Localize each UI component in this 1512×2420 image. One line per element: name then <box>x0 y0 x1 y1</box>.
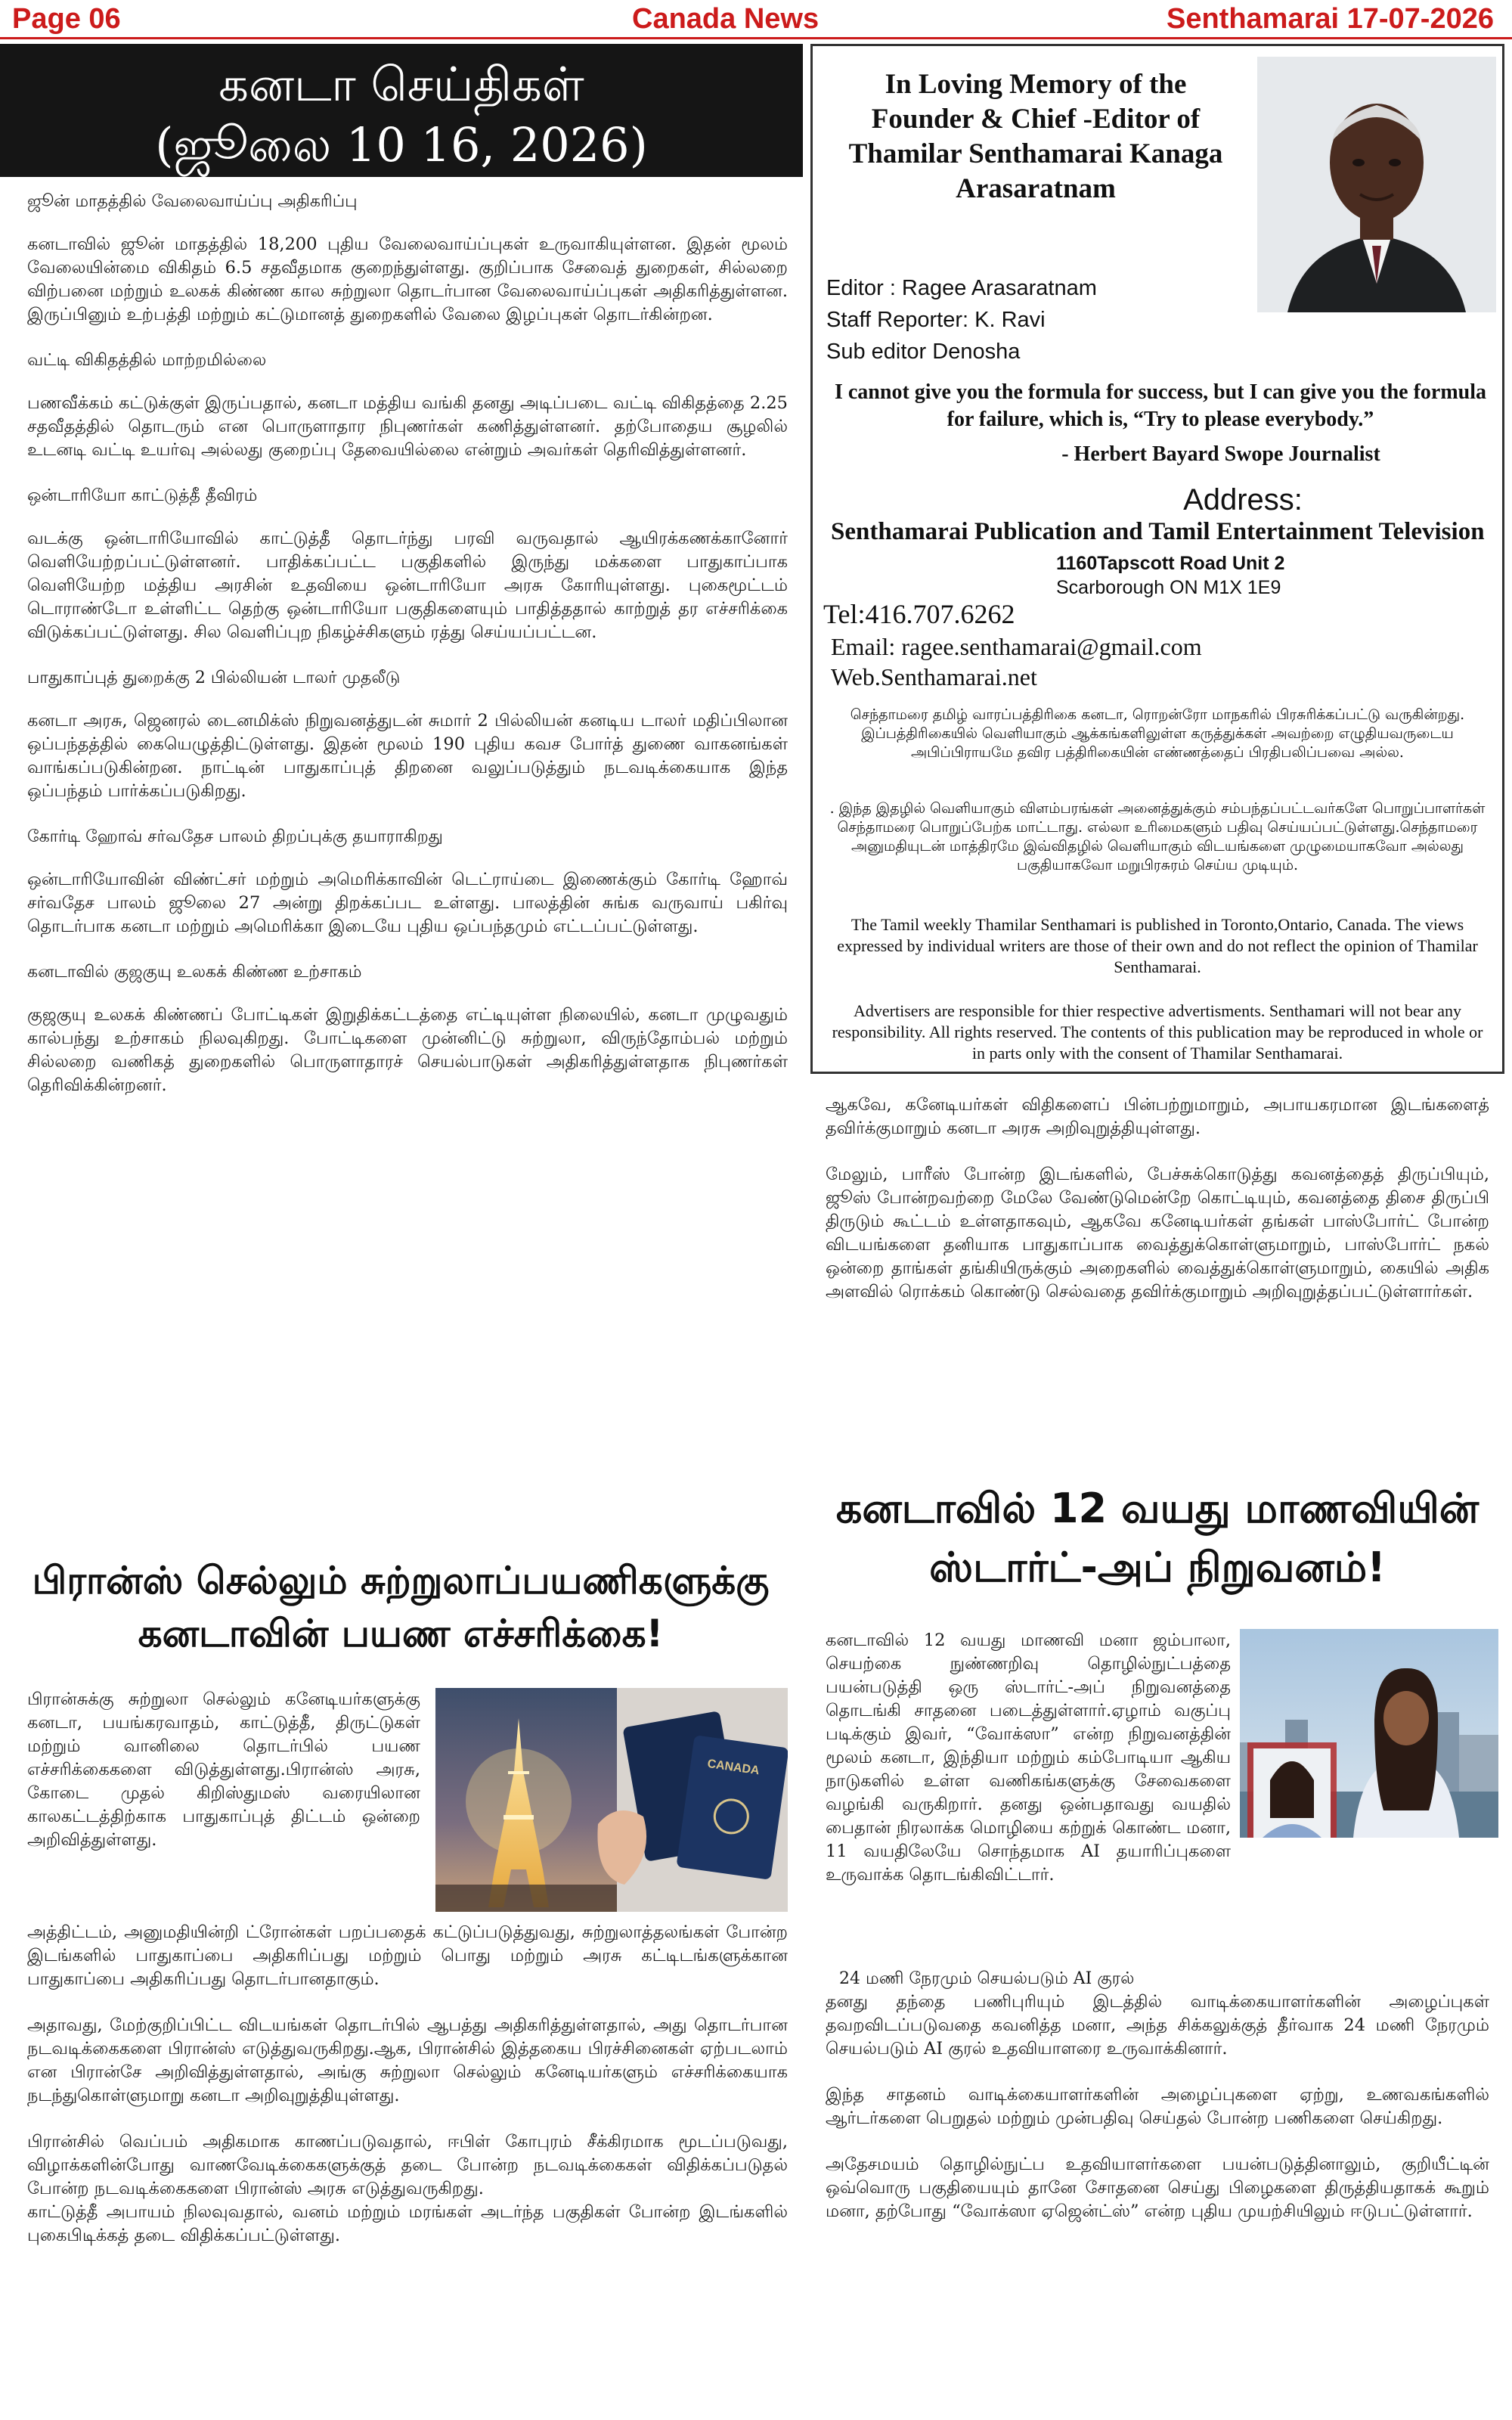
page-title: கனடா செய்திகள் <box>218 57 584 112</box>
street-address: 1160Tapscott Road Unit 2 <box>1056 553 1285 574</box>
france-article-continued <box>826 1094 1489 1304</box>
telephone: Tel:416.707.6262 <box>823 599 1015 629</box>
brief-body: குஜகுயு உலகக் கிண்ணப் போட்டிகள் இறுதிக்கட்டத்தை எட்டியுள்ள நிலையில், கனடா முழுவதும் கால்பந்து உற்சாகம் நிலவுகிறது. போட்டிகளை முன்னிட்டு சுற்றுலா, விருந்தோம்பல் மற்றும் சில்லறை வணிகத் துறைகளில் பொருளாதாரச் செயல்பாடுகள் அதிகரித்துள்ளதாக நிபுணர்கள் தெரிவிக்கின்றனர். <box>27 1005 788 1095</box>
france-para-7: மேலும், பாரீஸ் போன்ற இடங்களில், பேச்சுக்கொடுத்து கவனத்தைத் திருப்பியும், ஜூஸ் போன்றவற்றை மேலே வேண்டுமென்றே கொட்டியும், கவனத்தை திசை திருப்பி திருடும் கூட்டம் உள்ளதாகவும், ஆகவே கனேடியர்கள் தங்கள் பாஸ்போர்ட் போன்ற விடயங்களை தனியாக பாதுகாப்பாக வைத்துக்கொள்ளுமாறும், பாஸ்போர்ட் நகல் ஒன்றை தாங்கள் தங்கியிருக்கும் அறைகளில் வைத்துக்கொள்ளுமாறும், கையில் அதிக அளவில் ரொக்கம் கொண்டு செல்வதை தவிர்க்குமாறும் அறிவுறுத்தப்பட்டுள்ளார்கள். <box>826 1165 1489 1302</box>
masthead-box <box>810 44 1504 1074</box>
student-article-title <box>810 1479 1504 1597</box>
brief-heading: கோர்டி ஹோவ் சர்வதேச பாலம் திறப்புக்கு தயாராகிறது <box>27 827 443 846</box>
brief-body: பணவீக்கம் கட்டுக்குள் இருப்பதால், கனடா மத்திய வங்கி தனது அடிப்படை வட்டி விகிதத்தை 2.25 சதவீதத்தில் தொடரும் என பொருளாதார நிபுணர்கள் கணித்துள்ளனர். தற்போதைய சூழலில் உடனடி வட்டி உயர்வு அல்லது குறைப்பு தேவையில்லை என்றும் அவர்கள் தெரிவித்துள்ளனர். <box>27 393 788 460</box>
france-para-1: பிரான்சுக்கு சுற்றுலா செல்லும் கனேடியர்களுக்கு கனடா, பயங்கரவாதம், காட்டுத்தீ, திருட்டுகள் மற்றும் வானிலை தொடர்பில் பயண எச்சரிக்கைகளை விடுத்துள்ளது.பிரான்ஸ் அரசு, கோடை முதல் கிறிஸ்துமஸ் வரையிலான காலகட்டத்திற்காக பாதுகாப்புத் திட்டம் ஒன்றை அறிவித்துள்ளது. <box>27 1689 420 1850</box>
brief-heading: வட்டி விகிதத்தில் மாற்றமில்லை <box>27 351 267 370</box>
page-header <box>0 0 1512 39</box>
founder-photo <box>1257 57 1496 312</box>
tamil-disclaimer-2: . இந்த இதழில் வெளியாகும் விளம்பரங்கள் அனைத்துக்கும் சம்பந்தப்பட்டவர்களே பொறுப்பாளர்கள் செந்தாமரை பொறுப்பேற்க மாட்டாது. எல்லா உரிமைகளும் பதிவு செய்யப்பட்டுள்ளது.செந்தாமரை அனுமதியுடன் மாத்திரமே இவ்விதழில் வெளியாகும் விடயங்களை முழுமையாகவோ அல்லது பகுதியாகவோ மறுபிரசுரம் செய்ய முடியும். <box>829 800 1486 873</box>
student-title-line-1: கனடாவில் 12 வயது மாணவியின் <box>835 1485 1479 1532</box>
brief-body: கனடாவில் ஜூன் மாதத்தில் 18,200 புதிய வேலைவாய்ப்புகள் உருவாகியுள்ளன. இதன் மூலம் வேலையின்மை விகிதம் 6.5 சதவீதமாக குறைந்துள்ளது. குறிப்பாக சேவைத் துறைகள், சில்லறை விற்பனை மற்றும் உலகக் கிண்ண கால சுற்றுலா தொடர்பான வேலைவாய்ப்புகள் அதிகரித்துள்ளன. இருப்பினும் உற்பத்தி மற்றும் கட்டுமானத் துறைகளில் வேலை இழப்புகள் தொடர்கின்றன. <box>27 234 788 324</box>
eiffel-passport-image <box>435 1688 788 1912</box>
page-number: Page 06 <box>12 3 121 35</box>
passport-label: CANADA <box>706 1757 761 1778</box>
france-para-3: அதாவது, மேற்குறிப்பிட்ட விடயங்கள் தொடர்பில் ஆபத்து அதிகரித்துள்ளதால், அது தொடர்பான நடவடிக்கைகளை பிரான்ஸ் எடுத்துவருகிறது.ஆக, பிரான்சில் இத்தகைய பிரச்சினைகள் ஏற்படலாம் என பிரான்சே அறிவித்துள்ளதால், அங்கு சுற்றுலா செல்லும் கனேடியர்களும் எச்சரிக்கையாக நடந்துகொள்ளுமாறு கனடா அறிவுறுத்தியுள்ளது. <box>27 2015 788 2105</box>
france-title-line-1: பிரான்ஸ் செல்லும் சுற்றுலாப்பயணிகளுக்கு <box>32 1559 770 1602</box>
section-name: Canada News <box>632 3 820 35</box>
quote-author: - Herbert Bayard Swope Journalist <box>1061 442 1380 466</box>
student-article-body <box>826 1968 1489 2223</box>
student-para-1: கனடாவில் 12 வயது மாணவி மனா ஜம்பாலா, செயற்கை நுண்ணறிவு தொழில்நுட்பத்தை பயன்படுத்தி ஒரு ஸ்டார்ட்-அப் நிறுவனத்தை தொடங்கி சாதனை படைத்துள்ளார்.ஏழாம் வகுப்பு படிக்கும் இவர், “வோக்ஸா” என்ற நிறுவனத்தின் மூலம் கனடா, இந்தியா மற்றும் கம்போடியா ஆகிய நாடுகளில் உள்ள வணிகங்களுக்கு சேவைகளை வழங்கி வருகிறார். தனது ஒன்பதாவது வயதில் பைதான் நிரலாக்க மொழியை கற்றுக் கொண்ட மனா, 11 வயதிலேயே சொந்தமாக AI தயாரிப்புகளை உருவாக்க தொடங்கிவிட்டார். <box>826 1630 1231 1885</box>
student-portrait-image <box>1240 1629 1498 1838</box>
france-photo <box>435 1688 788 1912</box>
student-para-2: தனது தந்தை பணிபுரியும் இடத்தில் வாடிக்கையாளர்களின் அழைப்புகள் தவறவிடப்படுவதை கவனித்த மனா, அந்த சிக்கலுக்குத் தீர்வாக 24 மணி நேரமும் செயல்படும் AI குரல் உதவியாளரை உருவாக்கினார். <box>826 1992 1489 2059</box>
france-para-6: ஆகவே, கனேடியர்கள் விதிகளைப் பின்பற்றுமாறும், அபாயகரமான இடங்களைத் தவிர்க்குமாறும் கனடா அரசு அறிவுறுத்தியுள்ளது. <box>826 1095 1489 1138</box>
address-title: Address: <box>1183 483 1303 517</box>
france-para-4: பிரான்சில் வெப்பம் அதிகமாக காணப்படுவதால், ஈபிள் கோபுரம் சீக்கிரமாக மூடப்படுவது, விழாக்களின்போது வாணவேடிக்கைகளுக்குத் தடை போன்ற நடவடிக்கைகள் விதிக்கப்படுதல் போன்ற நடவடிக்கைகளை பிரான்ஸ் அரசு எடுத்துவருகிறது. <box>27 2132 788 2198</box>
france-title-line-2: கனடாவின் பயண எச்சரிக்கை! <box>138 1612 664 1655</box>
issue-date: Senthamarai 17-07-2026 <box>1166 3 1494 35</box>
english-disclaimer-1: The Tamil weekly Thamilar Senthamari is published in Toronto,Ontario, Canada. The views expressed by individual writers are those of their own and do not reflect the opinion of Thamilar Senthamarai. <box>837 915 1478 976</box>
student-title-line-2: ஸ்டார்ட்-அப் நிறுவனம்! <box>929 1544 1386 1591</box>
brief-heading: கனடாவில் குஜகுயு உலகக் கிண்ண உற்சாகம் <box>27 963 362 982</box>
quote-text: I cannot give you the formula for success, but I can give you the formula for failure, which is, “Try to please everybody.” <box>834 380 1486 431</box>
founder-portrait-image <box>1257 57 1496 312</box>
brief-body: ஒன்டாரியோவின் விண்ட்சர் மற்றும் அமெரிக்காவின் டெட்ராய்டை இணைக்கும் கோர்டி ஹோவ் சர்வதேச பாலம் ஜூலை 27 அன்று திறக்கப்பட உள்ளது. பாலத்தின் சுங்க வருவாய் பகிர்வு தொடர்பாக கனடா மற்றும் அமெரிக்கா இடையே புதிய ஒப்பந்தமும் எட்டப்பட்டுள்ளது. <box>27 870 788 936</box>
brief-body: கனடா அரசு, ஜெனரல் டைனமிக்ஸ் நிறுவனத்துடன் சுமார் 2 பில்லியன் கனடிய டாலர் மதிப்பிலான ஒப்பந்தத்தில் கையெழுத்திட்டுள்ளது. இதன் மூலம் 190 புதிய கவச போர்த் துணை வாகனங்கள் வாங்கப்படுகின்றன. நாட்டின் பாதுகாப்புத் திறனை வலுப்படுத்தும் நடவடிக்கையாக இந்த ஒப்பந்தம் பார்க்கப்படுகிறது. <box>27 711 788 801</box>
student-para-3: இந்த சாதனம் வாடிக்கையாளர்களின் அழைப்புகளை ஏற்று, உணவகங்களில் ஆர்டர்களை பெறுதல் மற்றும் முன்பதிவு செய்தல் போன்ற பணிகளை செய்கிறது. <box>826 2085 1489 2128</box>
brief-body: வடக்கு ஒன்டாரியோவில் காட்டுத்தீ தொடர்ந்து பரவி வருவதால் ஆயிரக்கணக்கானோர் வெளியேற்றப்பட்டுள்ளனர். பாதிக்கப்பட்ட பகுதிகளில் இருந்து மக்களை பாதுகாப்பாக வெளியேற்ற மத்திய அரசின் உதவியை ஒன்டாரியோ அரசு கோரியுள்ளது. புகைமூட்டம் டொராண்டோ உள்ளிட்ட தெற்கு ஒன்டாரியோ பகுதிகளையும் பாதித்ததால் காற்றுத் தர எச்சரிக்கை விடுக்கப்பட்டுள்ளது. சில வெளிப்புற நிகழ்ச்சிகளும் ரத்து செய்யப்பட்டன. <box>27 529 788 642</box>
tamil-disclaimer-1: செந்தாமரை தமிழ் வாரப்பத்திரிகை கனடா, ரொறன்ரோ மாநகரில் பிரசுரிக்கப்பட்டு வருகின்றது. இப்பத்திரிகையில் வெளியாகும் ஆக்கங்களிலுள்ள கருத்துக்கள் அவற்றை எழுதியவருடைய அபிப்பிராயமே தவிர பத்திரிகையின் எண்ணத்தைப் பிரதிபலிப்பவை அல்ல. <box>850 706 1465 761</box>
staff-reporter-line: Staff Reporter: K. Ravi <box>826 308 1046 332</box>
news-briefs-column <box>27 191 788 1097</box>
france-article-intro <box>27 1688 420 1852</box>
france-para-2: அத்திட்டம், அனுமதியின்றி ட்ரோன்கள் பறப்பதைக் கட்டுப்படுத்துவது, சுற்றுலாத்தலங்கள் போன்ற இடங்களில் பாதுகாப்பை அதிகரிப்பது மற்றும் பொது மற்றும் அரசு கட்டிடங்களுக்கான பாதுகாப்பை அதிகரிப்பது தொடர்பானதாகும். <box>27 1922 788 1989</box>
email-address: Email: ragee.senthamarai@gmail.com <box>831 633 1202 660</box>
publisher-name: Senthamarai Publication and Tamil Entertainment Television <box>831 518 1485 545</box>
france-article-title <box>15 1554 786 1660</box>
city-address: Scarborough ON M1X 1E9 <box>1056 577 1281 598</box>
page-title-block <box>0 44 803 177</box>
website: Web.Senthamarai.net <box>831 663 1037 690</box>
student-article-intro <box>826 1629 1231 1887</box>
brief-heading: ஜூன் மாதத்தில் வேலைவாய்ப்பு அதிகரிப்பு <box>27 192 358 211</box>
student-subheading: 24 மணி நேரமும் செயல்படும் AI குரல் <box>839 1969 1135 1988</box>
editor-line: Editor : Ragee Arasaratnam <box>826 276 1097 300</box>
brief-heading: ஒன்டாரியோ காட்டுத்தீ தீவிரம் <box>27 486 258 505</box>
sub-editor-line: Sub editor Denosha <box>826 340 1021 364</box>
english-disclaimer-2: Advertisers are responsible for thier respective advertisments. Senthamari will not bear any responsibility. All rights reserved. The contents of this publication may be reproduced in whole or in parts only with the consent of Thamilar Senthamarai. <box>832 1001 1483 1063</box>
memorial-text: In Loving Memory of the Founder & Chief -Editor of Thamilar Senthamarai Kanaga Arasaratnam <box>848 69 1223 204</box>
france-para-5: காட்டுத்தீ அபாயம் நிலவுவதால், வனம் மற்றும் மரங்கள் அடர்ந்த பகுதிகள் போன்ற இடங்களில் புகைபிடிக்கத் தடை விதிக்கப்பட்டுள்ளது. <box>27 2202 788 2245</box>
brief-heading: பாதுகாப்புத் துறைக்கு 2 பில்லியன் டாலர் முதலீடு <box>27 669 401 687</box>
student-para-4: அதேசமயம் தொழில்நுட்ப உதவியாளர்களை பயன்படுத்தினாலும், குறியீட்டின் ஒவ்வொரு பகுதியையும் தானே சோதனை செய்து பிழைகளை திருத்தியதாகக் கூறும் மனா, தற்போது “வோக்ஸா ஏஜென்ட்ஸ்” என்ற புதிய முயற்சியிலும் ஈடுபட்டுள்ளார். <box>826 2155 1489 2221</box>
france-article-body <box>27 1921 788 2248</box>
student-photo <box>1240 1629 1498 1838</box>
page-title-date: (ஜூலை 10 16, 2026) <box>155 117 648 172</box>
